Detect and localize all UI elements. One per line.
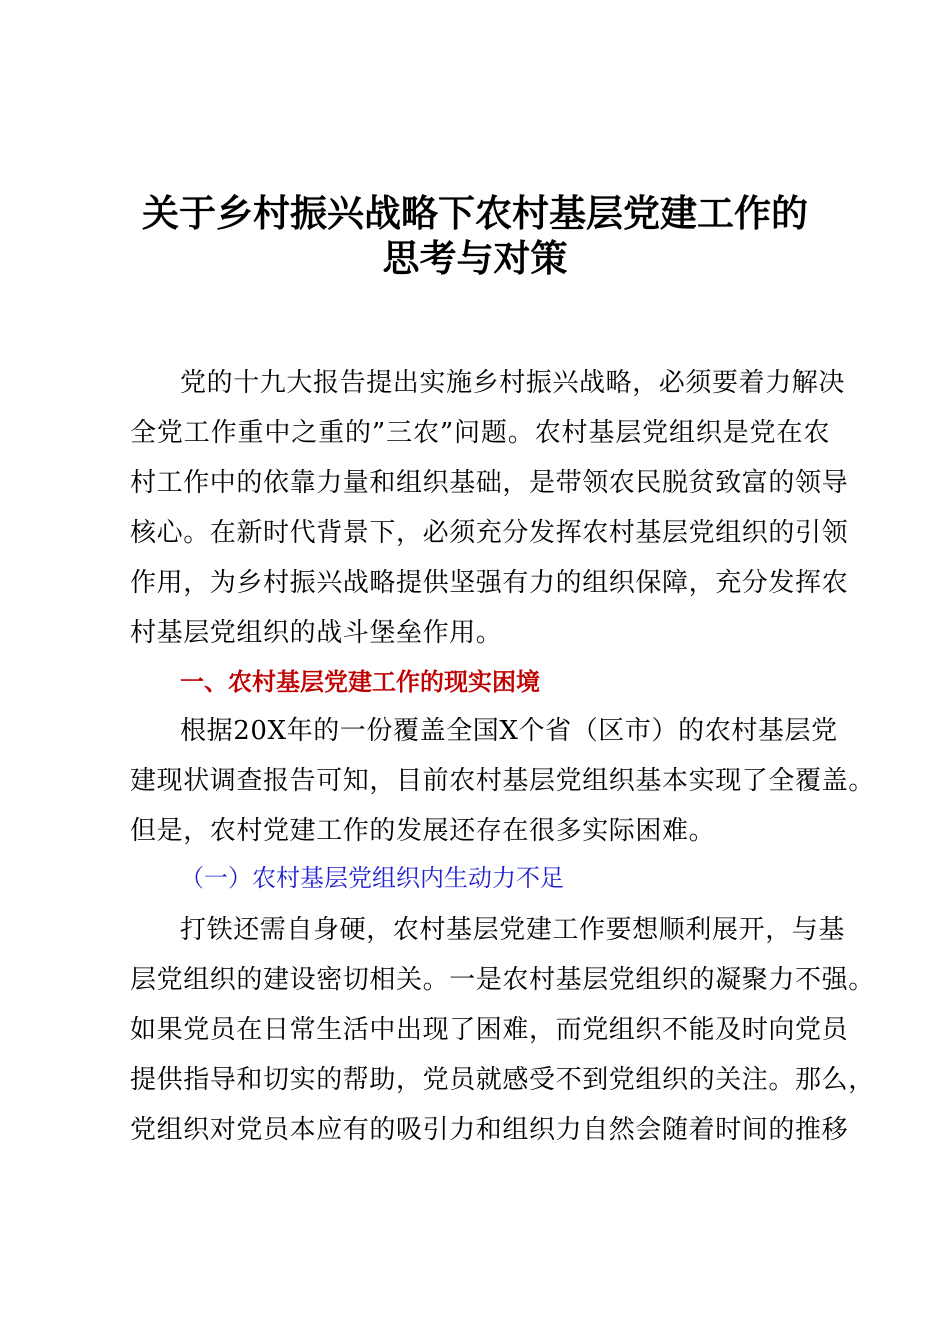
subsection-paragraph-line: 提供指导和切实的帮助，党员就感受不到党组织的关注。那么，: [130, 1065, 875, 1095]
intro-paragraph-line: 村工作中的依靠力量和组织基础，是带领农民脱贫致富的领导: [130, 468, 849, 498]
section-paragraph-line: 但是，农村党建工作的发展还存在很多实际困难。: [130, 816, 716, 846]
subsection-paragraph-line: 层党组织的建设密切相关。一是农村基层党组织的凝聚力不强。: [130, 965, 875, 995]
intro-paragraph-line: 作用，为乡村振兴战略提供坚强有力的组织保障，充分发挥农: [130, 568, 849, 598]
section-heading: 一、农村基层党建工作的现实困境: [180, 668, 540, 696]
subsection-paragraph-line: 如果党员在日常生活中出现了困难，而党组织不能及时向党员: [130, 1015, 849, 1045]
document-title-line-2: 思考与对策: [382, 237, 568, 280]
subsection-heading: （一）农村基层党组织内生动力不足: [180, 864, 564, 892]
subsection-paragraph-line: 打铁还需自身硬，农村基层党建工作要想顺利展开，与基: [180, 915, 846, 945]
section-paragraph-line: 建现状调查报告可知，目前农村基层党组织基本实现了全覆盖。: [130, 766, 875, 796]
intro-paragraph-line: 全党工作重中之重的”三农”问题。农村基层党组织是党在农: [130, 418, 830, 448]
subsection-paragraph-line: 党组织对党员本应有的吸引力和组织力自然会随着时间的推移: [130, 1115, 849, 1145]
intro-paragraph-line: 核心。在新时代背景下，必须充分发挥农村基层党组织的引领: [130, 518, 849, 548]
intro-paragraph-line: 村基层党组织的战斗堡垒作用。: [130, 618, 503, 648]
intro-paragraph-line: 党的十九大报告提出实施乡村振兴战略，必须要着力解决: [180, 368, 846, 398]
section-paragraph-line: 根据20X年的一份覆盖全国X个省（区市）的农村基层党: [180, 716, 838, 746]
document-title-line-1: 关于乡村振兴战略下农村基层党建工作的: [142, 192, 808, 235]
